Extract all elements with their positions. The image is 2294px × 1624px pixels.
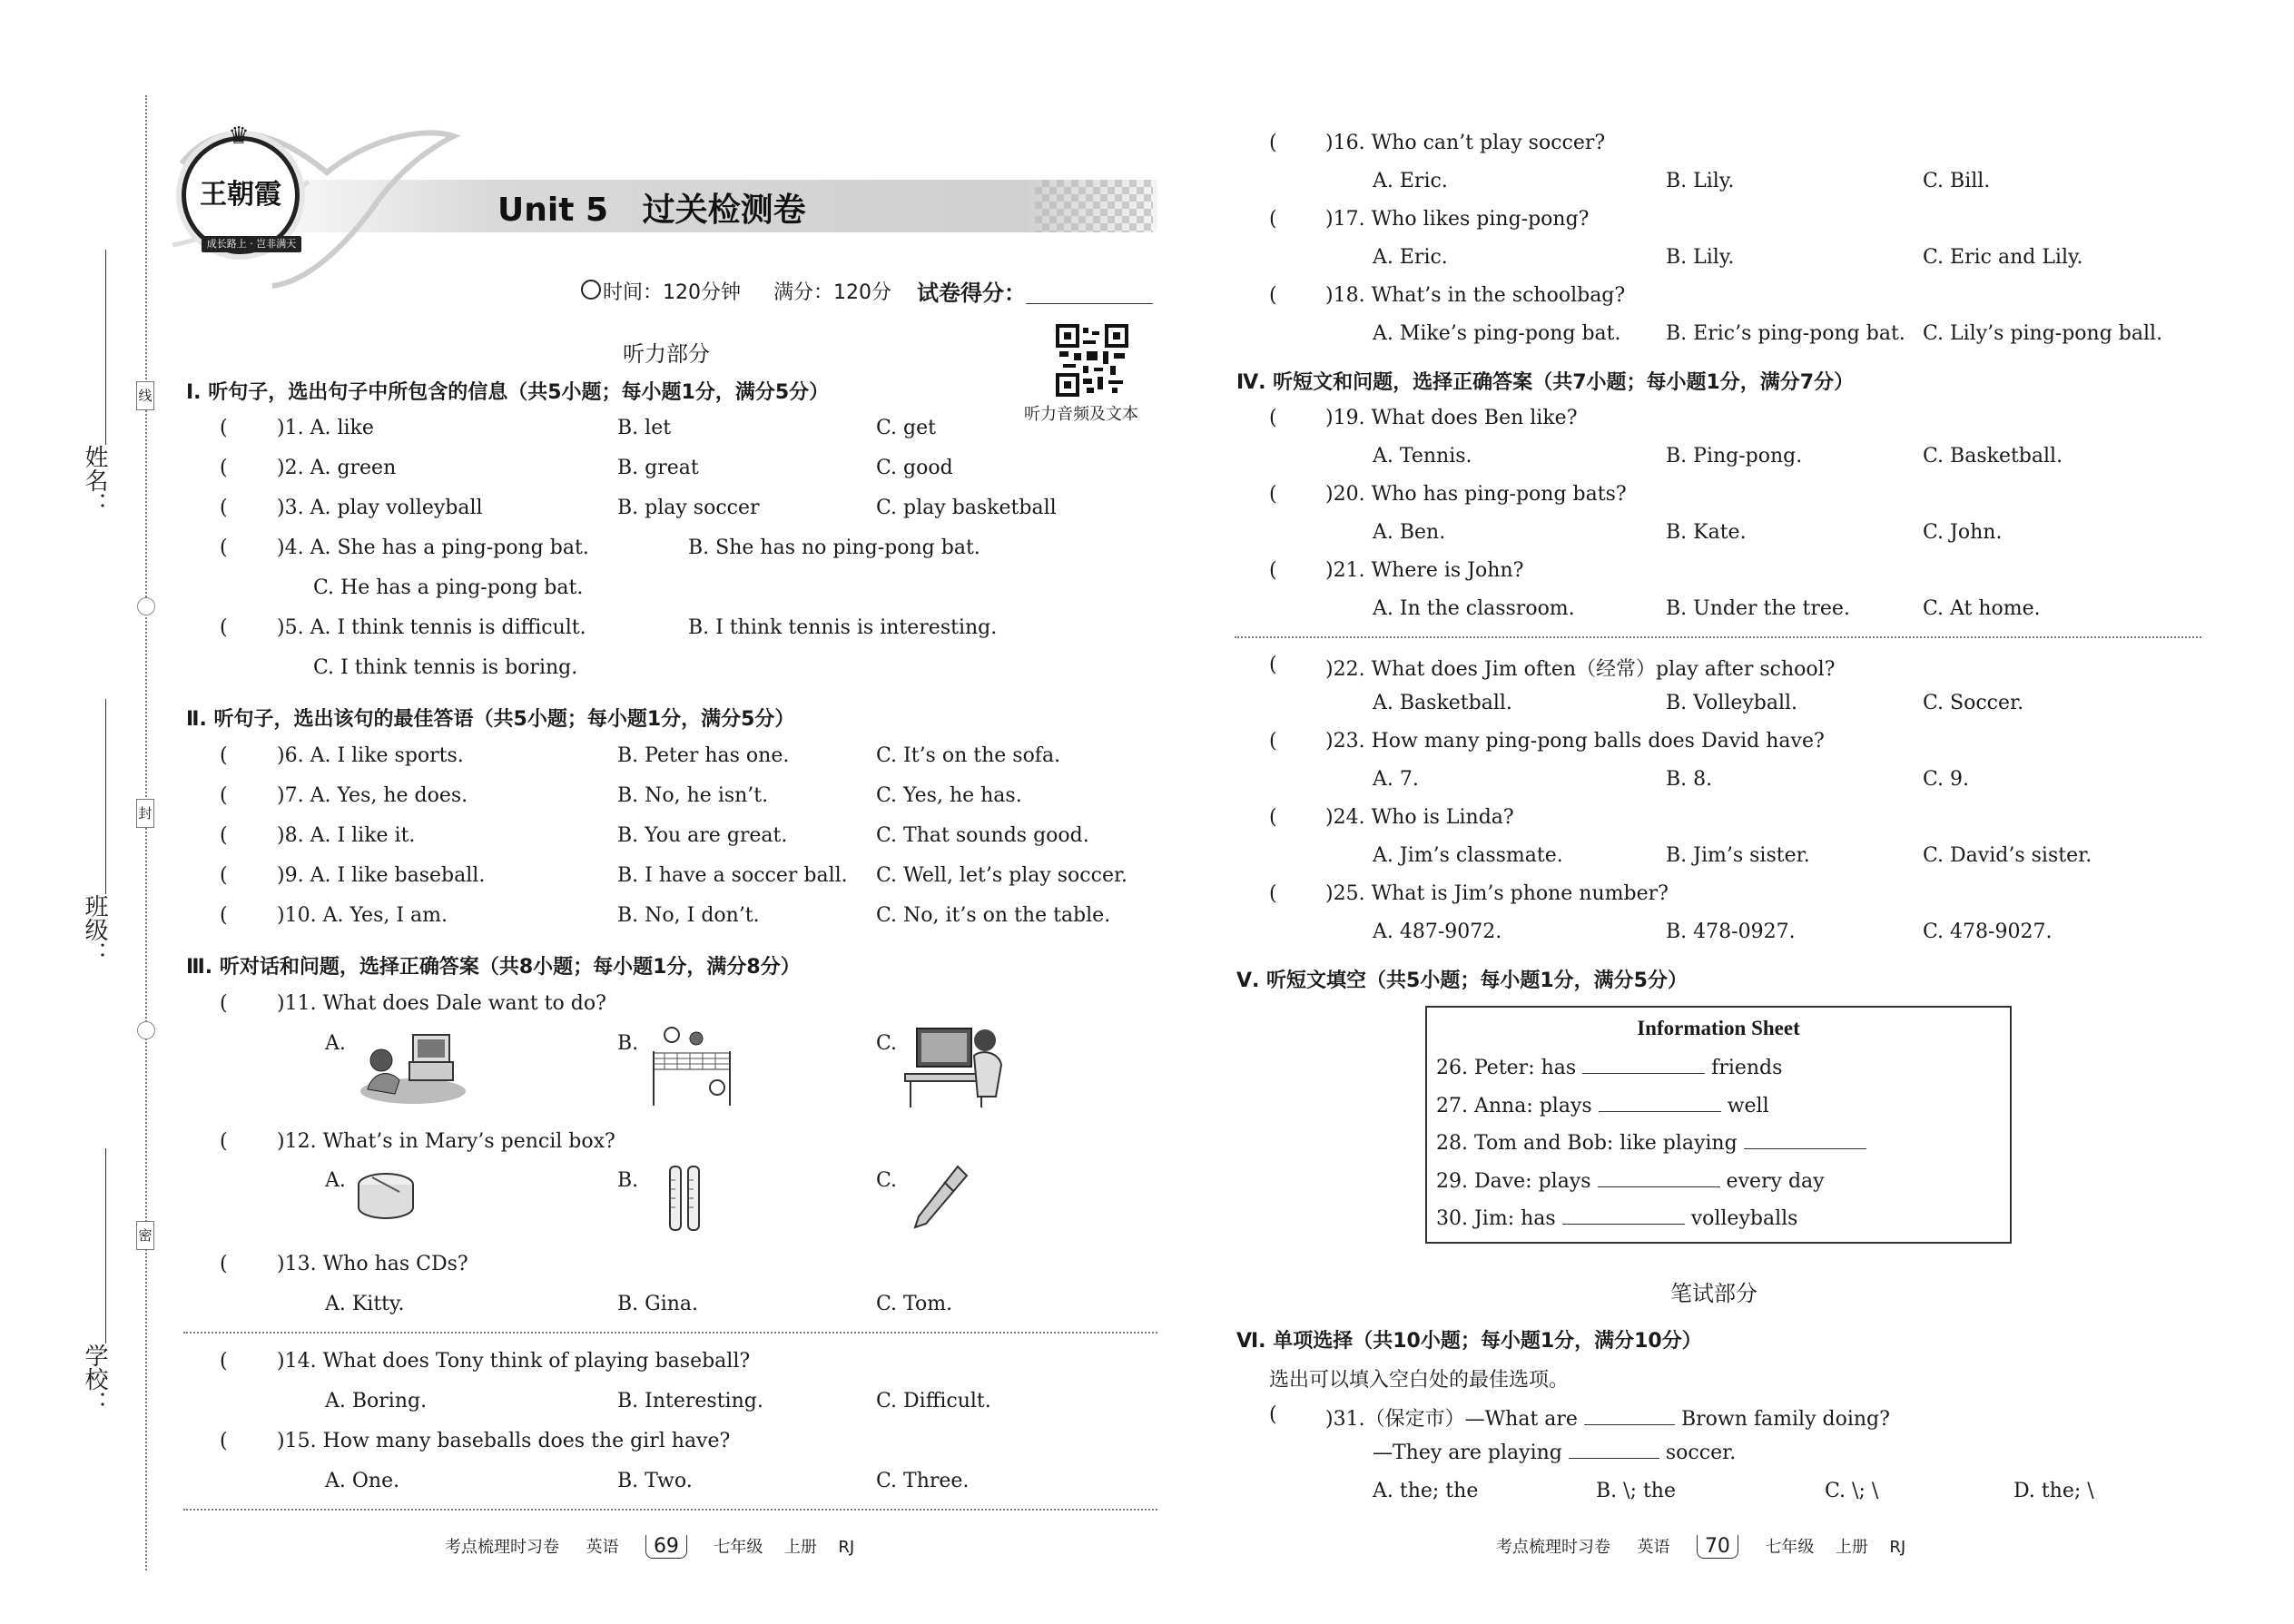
q3-stem: )3. A. play volleyball <box>277 497 483 519</box>
info-row-30 <box>1436 1207 1797 1230</box>
seal-char-xian: 线 <box>136 381 154 410</box>
q9-option-c[interactable]: C. Well, let’s play soccer. <box>876 864 1128 887</box>
tv-watching-picture-icon <box>350 1026 468 1107</box>
q16-stem: )16. Who can’t play soccer? <box>1325 132 1606 154</box>
section-1-heading: Ⅰ. 听句子，选出句子中所包含的信息（共5小题；每小题1分，满分5分） <box>186 381 830 404</box>
footer-right-subject: 英语 <box>1637 1538 1670 1557</box>
q11-option-b[interactable]: B. <box>617 1032 639 1055</box>
school-field[interactable] <box>105 1148 106 1343</box>
q6-option-c[interactable]: C. It’s on the sofa. <box>876 744 1061 767</box>
writing-title: 笔试部分 <box>1670 1281 1757 1306</box>
q23-stem: )23. How many ping-pong balls does David have? <box>1325 730 1825 753</box>
q2-option-b[interactable]: B. great <box>617 457 699 479</box>
q9-option-b[interactable]: B. I have a soccer ball. <box>617 864 848 887</box>
info-row-27-suffix: well <box>1727 1095 1769 1117</box>
info-row-29 <box>1436 1170 1825 1193</box>
q13-stem: )13. Who has CDs? <box>277 1253 468 1275</box>
q31-stem-pre: )31.（保定市）—What are <box>1325 1408 1578 1431</box>
q7-option-b[interactable]: B. No, he isn’t. <box>617 784 769 807</box>
info-row-30-blank[interactable] <box>1562 1209 1685 1225</box>
q13-paren: ( <box>220 1253 228 1275</box>
q18-option-c[interactable]: C. Lily’s ping-pong ball. <box>1923 322 2163 345</box>
q18-stem: )18. What’s in the schoolbag? <box>1325 284 1626 307</box>
footer-right-edition: RJ <box>1889 1538 1906 1557</box>
q5-option-c[interactable]: C. I think tennis is boring. <box>313 656 578 679</box>
q17-option-c[interactable]: C. Eric and Lily. <box>1923 246 2083 269</box>
q21-option-c[interactable]: C. At home. <box>1923 597 2041 620</box>
q11-stem: )11. What does Dale want to do? <box>277 992 606 1015</box>
exam-full-score: 满分：120分 <box>773 281 891 304</box>
info-row-27 <box>1436 1095 1769 1117</box>
section-2-heading: Ⅱ. 听句子，选出该句的最佳答语（共5小题；每小题1分，满分5分） <box>186 708 795 731</box>
q20-stem: )20. Who has ping-pong bats? <box>1325 483 1627 506</box>
q13-option-b[interactable]: B. Gina. <box>617 1293 699 1315</box>
q21-option-a[interactable]: A. In the classroom. <box>1373 597 1575 620</box>
q6-paren: ( <box>220 744 228 767</box>
q4-option-b[interactable]: B. She has no ping-pong bat. <box>688 536 980 559</box>
q31-option-a[interactable]: A. the; the <box>1373 1480 1479 1502</box>
information-sheet-box <box>1425 1006 2012 1244</box>
q18-paren: ( <box>1269 284 1277 307</box>
q31-option-b[interactable]: B. \; the <box>1596 1480 1676 1502</box>
q3-paren: ( <box>220 497 228 519</box>
info-row-29-suffix: every day <box>1726 1170 1825 1193</box>
pen-picture-icon <box>908 1162 971 1235</box>
q22-paren: ( <box>1269 654 1277 676</box>
q20-option-a[interactable]: A. Ben. <box>1373 521 1446 544</box>
section-6-heading: Ⅵ. 单项选择（共10小题；每小题1分，满分10分） <box>1236 1330 1702 1353</box>
q6-stem: )6. A. I like sports. <box>277 744 464 767</box>
q22-stem: )22. What does Jim often（经常）play after school? <box>1325 658 1836 681</box>
q17-option-a[interactable]: A. Eric. <box>1373 246 1448 269</box>
q1-option-c[interactable]: C. get <box>876 417 936 439</box>
clock-icon <box>581 280 601 300</box>
q19-paren: ( <box>1269 407 1277 429</box>
divider-left-2 <box>183 1509 1157 1511</box>
rulers-picture-icon <box>663 1162 708 1235</box>
qr-caption: 听力音频及文本 <box>1024 405 1138 424</box>
section-3-heading: Ⅲ. 听对话和问题，选择正确答案（共8小题；每小题1分，满分8分） <box>186 956 801 979</box>
q10-stem: )10. A. Yes, I am. <box>277 904 448 927</box>
logo-text: 王朝霞 <box>200 179 281 211</box>
q1-option-b[interactable]: B. let <box>617 417 672 439</box>
q11-option-c[interactable]: C. <box>876 1032 898 1055</box>
q16-paren: ( <box>1269 132 1277 154</box>
q3-option-b[interactable]: B. play soccer <box>617 497 760 519</box>
q31-line2 <box>1373 1442 1736 1464</box>
q4-stem: )4. A. She has a ping-pong bat. <box>277 536 589 559</box>
q19-stem: )19. What does Ben like? <box>1325 407 1578 429</box>
q25-option-a[interactable]: A. 487-9072. <box>1373 920 1502 943</box>
q14-option-c[interactable]: C. Difficult. <box>876 1390 991 1412</box>
q11-paren: ( <box>220 992 228 1015</box>
q7-paren: ( <box>220 784 228 807</box>
q23-option-c[interactable]: C. 9. <box>1923 768 1970 791</box>
q24-option-b[interactable]: B. Jim’s sister. <box>1666 844 1810 867</box>
q31-stem-post: Brown family doing? <box>1680 1408 1890 1431</box>
q31-blank-1[interactable] <box>1584 1410 1675 1425</box>
q22-option-c[interactable]: C. Soccer. <box>1923 692 2024 714</box>
q6-option-b[interactable]: B. Peter has one. <box>617 744 790 767</box>
class-field[interactable] <box>105 699 106 894</box>
q14-option-a[interactable]: A. Boring. <box>325 1390 428 1412</box>
divider-left-1 <box>183 1332 1157 1334</box>
q8-option-b[interactable]: B. You are great. <box>617 824 788 847</box>
name-field[interactable] <box>105 250 106 445</box>
q18-option-b[interactable]: B. Eric’s ping-pong bat. <box>1666 322 1905 345</box>
info-row-28 <box>1436 1132 1866 1155</box>
info-row-29-label: 29. Dave: plays <box>1436 1170 1591 1193</box>
info-row-27-blank[interactable] <box>1599 1097 1721 1112</box>
footer-left-edition: RJ <box>838 1538 855 1557</box>
listening-title: 听力部分 <box>623 341 710 367</box>
info-row-30-suffix: volleyballs <box>1690 1207 1798 1230</box>
q4-option-c[interactable]: C. He has a ping-pong bat. <box>313 576 584 599</box>
q24-option-c[interactable]: C. David’s sister. <box>1923 844 2092 867</box>
q17-stem: )17. Who likes ping-pong? <box>1325 208 1590 231</box>
q14-paren: ( <box>220 1350 228 1373</box>
q7-option-c[interactable]: C. Yes, he has. <box>876 784 1022 807</box>
q5-stem: )5. A. I think tennis is difficult. <box>277 616 586 639</box>
binding-dotted-line <box>145 95 147 1570</box>
q15-option-a[interactable]: A. One. <box>325 1470 400 1492</box>
q13-option-c[interactable]: C. Tom. <box>876 1293 953 1315</box>
footer-right-page-number: 70 <box>1697 1535 1738 1559</box>
name-label: 姓名： <box>81 445 108 516</box>
q31-line2-post: soccer. <box>1665 1442 1737 1464</box>
q31-stem <box>1325 1403 1890 1432</box>
q31-paren: ( <box>1269 1403 1277 1426</box>
binding-margin <box>0 0 172 1624</box>
checker-pattern <box>1035 180 1153 232</box>
q20-option-b[interactable]: B. Kate. <box>1666 521 1747 544</box>
info-row-27-label: 27. Anna: plays <box>1436 1095 1592 1117</box>
q8-paren: ( <box>220 824 228 847</box>
q9-paren: ( <box>220 864 228 887</box>
q11-option-a[interactable]: A. <box>325 1032 346 1055</box>
q7-stem: )7. A. Yes, he does. <box>277 784 468 807</box>
q24-option-a[interactable]: A. Jim’s classmate. <box>1373 844 1563 867</box>
section-4-heading: Ⅳ. 听短文和问题，选择正确答案（共7小题；每小题1分，满分7分） <box>1236 371 1855 394</box>
footer-left-subject: 英语 <box>586 1538 619 1557</box>
exam-score-field[interactable] <box>1026 303 1153 304</box>
q10-paren: ( <box>220 904 228 927</box>
q16-option-c[interactable]: C. Bill. <box>1923 170 1991 192</box>
q16-option-a[interactable]: A. Eric. <box>1373 170 1448 192</box>
q25-paren: ( <box>1269 882 1277 905</box>
q2-paren: ( <box>220 457 228 479</box>
q1-paren: ( <box>220 417 228 439</box>
q21-paren: ( <box>1269 559 1277 582</box>
q20-option-c[interactable]: C. John. <box>1923 521 2003 544</box>
q3-option-c[interactable]: C. play basketball <box>876 497 1057 519</box>
q18-option-a[interactable]: A. Mike’s ping-pong bat. <box>1373 322 1621 345</box>
page-title: Unit 5 过关检测卷 <box>497 192 806 229</box>
q10-option-b[interactable]: B. No, I don’t. <box>617 904 760 927</box>
q1-stem: )1. A. like <box>277 417 374 439</box>
seal-char-mi: 密 <box>136 1221 154 1250</box>
q15-stem: )15. How many baseballs does the girl have? <box>277 1430 731 1452</box>
q14-stem: )14. What does Tony think of playing baseball? <box>277 1350 751 1373</box>
q31-option-c[interactable]: C. \; \ <box>1825 1480 1879 1502</box>
q5-paren: ( <box>220 616 228 639</box>
info-row-28-blank[interactable] <box>1744 1134 1866 1149</box>
q21-stem: )21. Where is John? <box>1325 559 1524 582</box>
q22-option-a[interactable]: A. Basketball. <box>1373 692 1512 714</box>
qr-code-icon[interactable] <box>1056 324 1128 397</box>
q21-option-b[interactable]: B. Under the tree. <box>1666 597 1850 620</box>
info-row-28-label: 28. Tom and Bob: like playing <box>1436 1132 1738 1155</box>
info-row-26 <box>1436 1057 1782 1079</box>
q14-option-b[interactable]: B. Interesting. <box>617 1390 763 1412</box>
info-row-26-blank[interactable] <box>1582 1058 1705 1074</box>
q23-paren: ( <box>1269 730 1277 753</box>
school-label: 学校： <box>81 1343 108 1414</box>
q15-option-c[interactable]: C. Three. <box>876 1470 970 1492</box>
q24-paren: ( <box>1269 806 1277 829</box>
info-row-30-label: 30. Jim: has <box>1436 1207 1556 1230</box>
footer-left-term: 上册 <box>783 1538 817 1557</box>
q17-paren: ( <box>1269 208 1277 231</box>
exam-score-label: 试卷得分： <box>917 281 1026 306</box>
info-row-26-suffix: friends <box>1711 1057 1783 1079</box>
seal-char-feng: 封 <box>136 799 154 828</box>
pencil-sharpener-picture-icon <box>354 1166 418 1225</box>
q31-line2-pre: —They are playing <box>1373 1442 1562 1464</box>
q19-option-a[interactable]: A. Tennis. <box>1373 445 1472 468</box>
footer-left-series: 考点梳理时习卷 <box>445 1538 559 1557</box>
footer-right-series: 考点梳理时习卷 <box>1496 1538 1610 1557</box>
computer-game-picture-icon <box>894 1024 1012 1110</box>
footer-right <box>1496 1534 1905 1559</box>
q25-option-b[interactable]: B. 478-0927. <box>1666 920 1796 943</box>
binding-hole-1 <box>137 597 155 615</box>
divider-right-1 <box>1235 636 2201 638</box>
logo-slogan: 成长路上 · 岂非满天 <box>202 236 301 252</box>
q25-option-c[interactable]: C. 478-9027. <box>1923 920 2053 943</box>
info-row-26-label: 26. Peter: has <box>1436 1057 1577 1079</box>
q31-option-d[interactable]: D. the; \ <box>2013 1480 2094 1502</box>
q5-option-b[interactable]: B. I think tennis is interesting. <box>688 616 998 639</box>
q10-option-c[interactable]: C. No, it’s on the table. <box>876 904 1111 927</box>
q20-paren: ( <box>1269 483 1277 506</box>
footer-right-term: 上册 <box>1835 1538 1868 1557</box>
footer-left <box>445 1534 854 1559</box>
binding-hole-2 <box>137 1021 155 1039</box>
class-label: 班级： <box>81 894 108 965</box>
q2-stem: )2. A. green <box>277 457 397 479</box>
q9-stem: )9. A. I like baseball. <box>277 864 486 887</box>
volleyball-net-picture-icon <box>646 1024 737 1110</box>
info-row-29-blank[interactable] <box>1598 1172 1720 1187</box>
q24-stem: )24. Who is Linda? <box>1325 806 1514 829</box>
q12-option-c[interactable]: C. <box>876 1169 898 1192</box>
q31-blank-2[interactable] <box>1569 1443 1659 1459</box>
q23-option-b[interactable]: B. 8. <box>1666 768 1713 791</box>
q23-option-a[interactable]: A. 7. <box>1373 768 1419 791</box>
q12-stem: )12. What’s in Mary’s pencil box? <box>277 1130 615 1153</box>
q2-option-c[interactable]: C. good <box>876 457 953 479</box>
footer-right-grade: 七年级 <box>1765 1538 1815 1557</box>
q25-stem: )25. What is Jim’s phone number? <box>1325 882 1669 905</box>
information-sheet-title: Information Sheet <box>1637 1017 1800 1039</box>
q22-option-b[interactable]: B. Volleyball. <box>1666 692 1798 714</box>
q8-stem: )8. A. I like it. <box>277 824 416 847</box>
q8-option-c[interactable]: C. That sounds good. <box>876 824 1089 847</box>
q4-paren: ( <box>220 536 228 559</box>
footer-left-grade: 七年级 <box>714 1538 763 1557</box>
logo-crown-icon: ♛ <box>228 123 250 150</box>
q12-option-b[interactable]: B. <box>617 1169 639 1192</box>
q13-option-a[interactable]: A. Kitty. <box>325 1293 405 1315</box>
exam-time: 时间：120分钟 <box>603 281 741 304</box>
q15-option-b[interactable]: B. Two. <box>617 1470 693 1492</box>
q12-option-a[interactable]: A. <box>325 1169 346 1192</box>
q19-option-b[interactable]: B. Ping-pong. <box>1666 445 1803 468</box>
section-5-heading: Ⅴ. 听短文填空（共5小题；每小题1分，满分5分） <box>1236 969 1688 992</box>
section-6-instruction: 选出可以填入空白处的最佳选项。 <box>1269 1369 1570 1392</box>
footer-left-page-number: 69 <box>645 1535 687 1559</box>
q17-option-b[interactable]: B. Lily. <box>1666 246 1735 269</box>
q19-option-c[interactable]: C. Basketball. <box>1923 445 2063 468</box>
q12-paren: ( <box>220 1130 228 1153</box>
q15-paren: ( <box>220 1430 228 1452</box>
q16-option-b[interactable]: B. Lily. <box>1666 170 1735 192</box>
